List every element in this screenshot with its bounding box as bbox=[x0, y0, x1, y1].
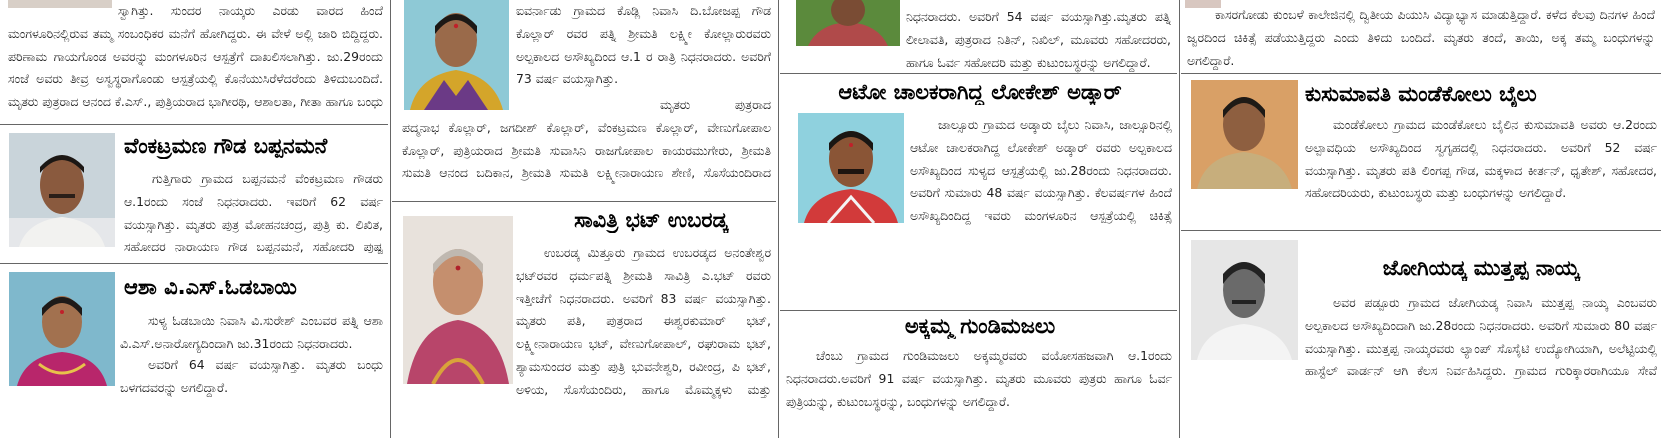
heading-lokesh: ಆಟೋ ಚಾಲಕರಾಗಿದ್ದ ಲೋಕೇಶ್ ಅಡ್ಕಾರ್ bbox=[838, 80, 1122, 104]
photo-venkatramana bbox=[9, 133, 115, 247]
photo-muthappa bbox=[1191, 240, 1298, 360]
text-lokesh-1: ಜಾಲ್ಸೂರು ಗ್ರಾಮದ ಅಡ್ಕಾರು ಬೈಲು ನಿವಾಸಿ, ಜಾಲ್ಸೂರಿನಲ್ಲಿ ಆಟೋ ಚಾಲಕರಾಗಿದ್ದ ಲೋಕೇಶ್ ಅಡ್ಕಾರ್ ರವರು ಅಲ್ಪಕಾಲದ ಅಸೌಖ್ಯದಿಂದ ಸುಳ್ಯದ ಆಸ್ಪತ್ರೆಯಲ್ಲಿ ಜು.28ರಂದು ನಿಧನರಾದರು. ಅವರಿಗೆ ಸುಮಾರು 48 ವರ್ಷ ವಯಸ್ಸಾಗಿತ್ತು. ಕೆಲವರ್ಷಗಳ ಹಿಂದೆ ಅಸೌಖ್ಯದಿಂದಿದ್ದ ಇವರು ಮಂಗಳೂರಿನ ಆಸ್ಪತ್ರೆಯಲ್ಲಿ ಚಿಕಿತ್ಸೆ bbox=[910, 117, 1172, 224]
text-kusumavathi: ಮಂಡೆಕೋಲು ಗ್ರಾಮದ ಮಂಡೆಕೋಲು ಬೈಲಿನ ಕುಸುಮಾವತಿ ಅವರು ಆ.2ರಂದು ಅಲ್ಪಾವಧಿಯ ಅಸೌಖ್ಯದಿಂದ ಸ್ವಗೃಹದಲ್ಲಿ ನಿಧನರಾದರು. ಅವರಿಗೆ 52 ವರ್ಷ ವಯಸ್ಸಾಗಿತ್ತು. ಮೃತರು ಪತಿ ಲಿಂಗಪ್ಪ ಗೌಡ, ಮಕ್ಕಳಾದ ಕೀರ್ತನ್, ಧೃತೇಶ್, ಸಹೋದರ, ಸಹೋದರಿಯರು, ಕುಟುಂಬಸ್ಥರು ಮತ್ತು ಬಂಧುಗಳನ್ನು ಅಗಲಿದ್ದಾರೆ. bbox=[1305, 117, 1657, 201]
obituary-lakshmi-text-2: ಮೃತರು ಪುತ್ರರಾದ ಪದ್ಮನಾಭ ಕೊಲ್ಲಾರ್, ಜಗದೀಶ್ ಕೊಲ್ಲಾರ್, ವೆಂಕಟ್ರಮಣ ಕೊಲ್ಲಾರ್, ವೇಣುಗೋಪಾಲ ಕೊಲ್ಲಾರ್, ಪುತ್ರಿಯರಾದ ಶ್ರೀಮತಿ ಸುವಾಸಿನಿ ರಾಜಗೋಪಾಲ ಕಾಯರಮುಗೇರು, ಶ್ರೀಮತಿ ಸುಮತಿ ಆನಂದ ಬದಿಕಾನ, ಶ್ರೀಮತಿ ಸುಮತಿ ಲಕ್ಷ್ಮೀನಾರಾಯಣ ಶೇಣಿ, ಸೊಸೆಯಂದಿರಾದ bbox=[402, 97, 771, 181]
photo-savitri bbox=[403, 216, 513, 384]
photo-lokesh bbox=[798, 113, 904, 223]
heading-savitri: ಸಾವಿತ್ರಿ ಭಟ್ ಉಬರಡ್ಕ bbox=[574, 208, 728, 232]
text-muthappa-1: ಅವರ ಪಡ್ಪೂರು ಗ್ರಾಮದ ಜೋಗಿಯಡ್ಕ ನಿವಾಸಿ ಮುತ್ತಪ್ಪ ನಾಯ್ಕ ಎಂಬವರು ಅಲ್ಪಕಾಲದ ಅಸೌಖ್ಯದಿಂದಾಗಿ ಜು.28ರಂದು ನಿಧನರಾದರು. ಅವರಿಗೆ ಸುಮಾರು 80 ವರ್ಷ ವಯಸ್ಸಾಗಿತ್ತು. ಮುತ್ತಪ್ಪ ನಾಯ್ಕರವರು ಲ್ಯಾಂಪ್ ಸೊಸೈಟಿ ಉದ್ಯೋಗಿಯಾಗಿ, ಅಲೆಟ್ಟಿಯಲ್ಲಿ ಹಾಸ್ಟೆಲ್ ವಾರ್ಡನ್ ಆಗಿ ಕೆಲಸ ನಿರ್ವಹಿಸಿದ್ದರು. ಗ್ರಾಮದ ಗುರಿಕ್ಕಾರರಾಗಿಯೂ ಸೇವೆ bbox=[1305, 295, 1657, 379]
text-akkamma: ಚೆಂಬು ಗ್ರಾಮದ ಗುಂಡಿಮಜಲು ಅಕ್ಕಮ್ಮರವರು ವಯೋಸಹಜವಾಗಿ ಆ.1ರಂದು ನಿಧನರಾದರು.ಅವರಿಗೆ 91 ವರ್ಷ ವಯಸ್ಸಾಗಿತ್ತು. ಮೃತರು ಮೂವರು ಪುತ್ರರು ಹಾಗೂ ಓರ್ವ ಪುತ್ರಿಯನ್ನು, ಕುಟುಂಬಸ್ಥರನ್ನು, ಬಂಧುಗಳನ್ನು ಅಗಲಿದ್ದಾರೆ. bbox=[786, 348, 1172, 409]
text-savitri: ಉಬರಡ್ಕ ಮಿತ್ತೂರು ಗ್ರಾಮದ ಉಬರಡ್ಕದ ಅನಂತೇಶ್ವರ ಭಟ್‌ರವರ ಧರ್ಮಪತ್ನಿ ಶ್ರೀಮತಿ ಸಾವಿತ್ರಿ ಎ.ಭಟ್ ರವರು ಇತ್ತೀಚೆಗೆ ನಿಧನರಾದರು. ಅವರಿಗೆ 83 ವರ್ಷ ವಯಸ್ಸಾಗಿತ್ತು. ಮೃತರು ಪತಿ, ಪುತ್ರರಾದ ಈಶ್ವರಕುಮಾರ್ ಭಟ್, ಲಕ್ಷ್ಮೀನಾರಾಯಣ ಭಟ್, ವೇಣುಗೋಪಾಲ್, ರಘುರಾಮ ಭಟ್, ಶ್ಯಾಮಸುಂದರ ಮತ್ತು ಪುತ್ರಿ ಭುವನೇಶ್ವರಿ, ರವೀಂದ್ರ, ಪಿ ಭಟ್, ಅಳಿಯ, ಸೊಸೆಯಂದಿರು, ಹಾಗೂ ಮೊಮ್ಮಕ್ಕಳು ಮತ್ತು bbox=[516, 245, 771, 397]
obituary-top-text: ಸ್ವಾಗಿತ್ತು. ಸುಂದರ ನಾಯ್ಕರು ಎರಡು ವಾರದ ಹಿಂದೆ ಮಂಗಳೂರಿನಲ್ಲಿರುವ ತಮ್ಮ ಸಂಬಂಧಿಕರ ಮನೆಗೆ ಹೋಗಿದ್ದರು. ಈ ವೇಳೆ ಅಲ್ಲಿ ಜಾರಿ ಬಿದ್ದಿದ್ದರು. ಪರಿಣಾಮ ಗಾಯಗೊಂಡ ಅವರನ್ನು ಮಂಗಳೂರಿನ ಆಸ್ಪತ್ರೆಗೆ ದಾಖಲಿಸಲಾಗಿತ್ತು. ಜು.29ರಂದು ಸಂಜೆ ಅವರು ತೀವ್ರ ಅಸ್ವಸ್ಥರಾಗೊಂಡು ಆಸ್ಪತ್ರೆಯಲ್ಲಿ ಕೊನೆಯುಸಿರೆಳೆದರೆಂದು ತಿಳಿದುಬಂದಿದೆ. ಮೃತರು ಪುತ್ರರಾದ ಆನಂದ ಕೆ.ಎಸ್., ಪುತ್ರಿಯರಾದ ಭಾಗೀರಥಿ, ಆಶಾಲತಾ, ಗೀತಾ ಹಾಗೂ ಬಂಧು bbox=[8, 3, 383, 110]
photo-asha bbox=[9, 272, 115, 386]
obituary-lakshmi-text-1: ಐವರ್ನಾಡು ಗ್ರಾಮದ ಕೊಡ್ಲಿ ನಿವಾಸಿ ದಿ.ಬೋಜಪ್ಪ ಗೌಡ ಕೊಲ್ಲಾರ್ ರವರ ಪತ್ನಿ ಶ್ರೀಮತಿ ಲಕ್ಷ್ಮೀ ಕೋಲ್ಲಾರುರವರು ಅಲ್ಪಕಾಲದ ಅಸೌಖ್ಯದಿಂದ ಆ.1 ರ ರಾತ್ರಿ ನಿಧನರಾದರು. ಅವರಿಗೆ 73 ವರ್ಷ ವಯಸ್ಸಾಗಿತ್ತು. bbox=[516, 3, 771, 87]
text-venkatramana-1: ಗುತ್ತಿಗಾರು ಗ್ರಾಮದ ಬಪ್ಪನಮನೆ ವೆಂಕಟ್ರಮಣ ಗೌಡರು ಆ.1ರಂದು ಸಂಜೆ ನಿಧನರಾದರು. ಇವರಿಗೆ 62 ವರ್ಷ ವಯಸ್ಸಾಗಿತ್ತು. ಮೃತರು ಪುತ್ರ ಮೋಹನಚಂದ್ರ, ಪುತ್ರಿ ಕು. ಲಿಖಿತ, ಸಹೋದರ ನಾರಾಯಣ ಗೌಡ ಬಪ್ಪನಮನೆ, ಸಹೋದರಿ ಪುಷ್ಪ bbox=[124, 171, 383, 255]
heading-venkatramana: ವೆಂಕಟ್ರಮಣ ಗೌಡ ಬಪ್ಪನಮನೆ bbox=[124, 134, 328, 158]
heading-muthappa: ಜೋಗಿಯಡ್ಕ ಮುತ್ತಪ್ಪ ನಾಯ್ಕ bbox=[1382, 256, 1580, 280]
text-lokesh-2 bbox=[786, 228, 1172, 308]
column-2 bbox=[392, 0, 776, 438]
photo-top-man bbox=[796, 0, 900, 46]
column-4 bbox=[1181, 0, 1661, 438]
text-asha-1: ಸುಳ್ಯ ಓಡಬಾಯಿ ನಿವಾಸಿ ವಿ.ಸುರೇಶ್ ಎಂಬವರ ಪತ್ನಿ ಆಶಾ ವಿ.ಎಸ್.ಅನಾರೋಗ್ಯದಿಂದಾಗಿ ಜು.31ರಂದು ನಿಧನರಾದರು. bbox=[120, 313, 383, 351]
obituary-col4-top-text: ಕಾಸರಗೋಡು ಕುಂಬಳೆ ಕಾಲೇಜಿನಲ್ಲಿ ದ್ವಿತೀಯ ಪಿಯುಸಿ ವಿದ್ಯಾಭ್ಯಾಸ ಮಾಡುತ್ತಿದ್ದಾರೆ. ಕಳೆದ ಕೆಲವು ದಿನಗಳ ಹಿಂದೆ ಜ್ವರದಿಂದ ಚಿಕಿತ್ಸೆ ಪಡೆಯುತ್ತಿದ್ದರು ಎಂದು ತಿಳಿದು ಬಂದಿದೆ. ಮೃತರು ತಂದೆ, ತಾಯಿ, ಅಕ್ಕ ತಮ್ಮ ಬಂಧುಗಳನ್ನು ಅಗಲಿದ್ದಾರೆ. bbox=[1187, 7, 1655, 68]
heading-kusumavathi: ಕುಸುಮಾವತಿ ಮಂಡೆಕೋಲು ಬೈಲು bbox=[1305, 82, 1537, 106]
heading-asha: ಆಶಾ ವಿ.ಎಸ್.ಓಡಬಾಯಿ bbox=[124, 275, 297, 299]
column-3 bbox=[780, 0, 1177, 438]
text-asha-2: ಅವರಿಗೆ 64 ವರ್ಷ ವಯಸ್ಸಾಗಿತ್ತು. ಮೃತರು ಬಂಧು ಬಳಗದವರನ್ನು ಅಗಲಿದ್ದಾರೆ. bbox=[120, 357, 383, 395]
obituary-col3-top-text: ನಿಧನರಾದರು. ಅವರಿಗೆ 54 ವರ್ಷ ವಯಸ್ಸಾಗಿತ್ತು.ಮೃತರು ಪತ್ನಿ ಲೀಲಾವತಿ, ಪುತ್ರರಾದ ನಿತಿನ್, ನಿಖಿಲ್, ಮೂವರು ಸಹೋದರರು, ಹಾಗೂ ಓರ್ವ ಸಹೋದರಿ ಮತ್ತು ಕುಟುಂಬಸ್ಥರನ್ನು ಅಗಲಿದ್ದಾರೆ. bbox=[906, 9, 1171, 70]
column-1 bbox=[0, 0, 388, 438]
photo-kusumavathi bbox=[1191, 80, 1298, 189]
heading-akkamma: ಅಕ್ಕಮ್ಮ ಗುಂಡಿಮಜಲು bbox=[904, 314, 1056, 338]
